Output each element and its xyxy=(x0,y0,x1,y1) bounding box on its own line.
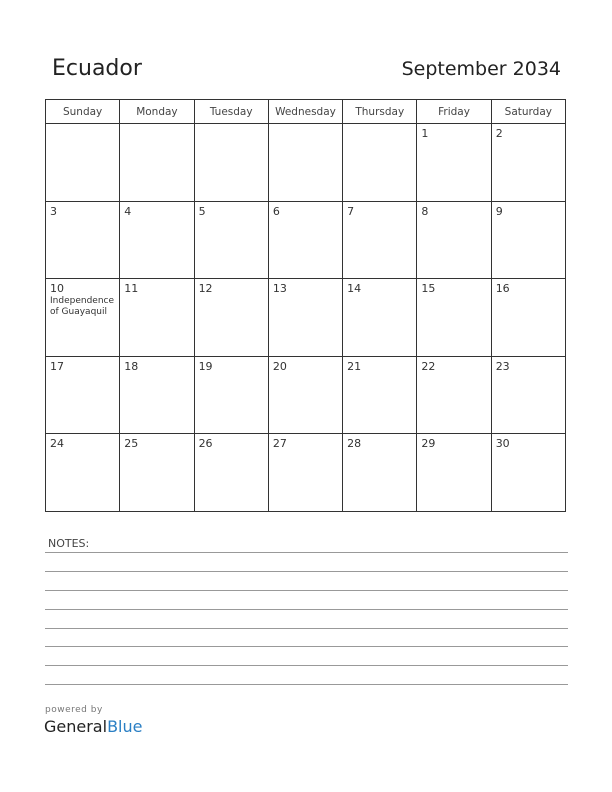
day-cell xyxy=(417,434,491,512)
day-cell xyxy=(491,124,565,202)
day-number: 24 xyxy=(50,437,64,451)
day-cell xyxy=(194,279,268,357)
week-row xyxy=(46,124,566,202)
day-cell xyxy=(194,201,268,279)
day-cell xyxy=(491,434,565,512)
day-number: 26 xyxy=(198,437,213,451)
weekday-header: Thursday xyxy=(343,100,417,124)
day-number: 25 xyxy=(124,437,139,451)
note-line xyxy=(45,609,568,610)
day-cell xyxy=(268,201,342,279)
day-cell xyxy=(194,124,268,202)
weekday-header: Wednesday xyxy=(268,100,342,124)
day-cell xyxy=(491,201,565,279)
day-cell xyxy=(343,279,417,357)
day-number: 16 xyxy=(495,282,510,296)
note-line xyxy=(45,571,568,572)
day-cell xyxy=(46,201,120,279)
weekday-header: Tuesday xyxy=(194,100,268,124)
day-number: 11 xyxy=(124,282,139,296)
day-number: 29 xyxy=(421,437,436,451)
note-line xyxy=(45,552,568,553)
country-title: Ecuador xyxy=(52,56,142,81)
note-line xyxy=(45,665,568,666)
week-row xyxy=(46,279,566,357)
day-number: 18 xyxy=(124,359,139,373)
day-cell xyxy=(120,201,194,279)
day-cell xyxy=(417,356,491,434)
day-cell xyxy=(343,201,417,279)
day-number: 1 xyxy=(421,127,429,140)
calendar-grid xyxy=(45,99,566,512)
day-number: 13 xyxy=(272,282,287,296)
day-number: 4 xyxy=(124,204,132,218)
day-cell xyxy=(120,356,194,434)
note-line xyxy=(45,646,568,647)
weekday-header-row xyxy=(46,100,566,124)
day-cell xyxy=(417,124,491,202)
day-number: 9 xyxy=(495,204,503,218)
day-number: 23 xyxy=(495,359,510,373)
day-cell xyxy=(120,434,194,512)
holiday-label: Independence of Guayaquil xyxy=(50,296,115,318)
day-number: 28 xyxy=(347,437,362,451)
day-cell xyxy=(491,356,565,434)
day-number: 14 xyxy=(347,282,362,296)
notes-label: NOTES: xyxy=(48,537,90,550)
brand-logo xyxy=(44,717,142,736)
day-number: 8 xyxy=(421,204,429,218)
day-number: 19 xyxy=(198,359,213,373)
day-cell xyxy=(194,434,268,512)
day-number: 7 xyxy=(347,204,355,218)
day-number: 2 xyxy=(495,127,503,140)
day-cell xyxy=(491,279,565,357)
day-number: 10 xyxy=(50,282,64,296)
day-cell xyxy=(343,124,417,202)
day-number: 15 xyxy=(421,282,436,296)
day-number: 30 xyxy=(495,437,510,451)
day-number: 5 xyxy=(198,204,206,218)
note-line xyxy=(45,684,568,685)
month-title: September 2034 xyxy=(401,58,561,80)
week-row xyxy=(46,434,566,512)
day-number: 21 xyxy=(347,359,362,373)
day-cell xyxy=(268,124,342,202)
brand-part1: General xyxy=(44,717,108,736)
day-cell xyxy=(46,124,120,202)
day-cell xyxy=(268,356,342,434)
day-cell xyxy=(120,279,194,357)
day-cell xyxy=(194,356,268,434)
weekday-header: Friday xyxy=(417,100,491,124)
weekday-header: Monday xyxy=(120,100,194,124)
powered-by-text: powered by xyxy=(45,705,103,715)
day-number: 22 xyxy=(421,359,436,373)
weekday-header: Sunday xyxy=(46,100,120,124)
day-cell xyxy=(120,124,194,202)
brand-part2: Blue xyxy=(107,717,143,736)
day-number: 3 xyxy=(50,204,57,218)
day-cell xyxy=(268,279,342,357)
week-row xyxy=(46,356,566,434)
day-cell xyxy=(268,434,342,512)
day-cell xyxy=(46,279,120,357)
day-number: 17 xyxy=(50,359,64,373)
note-line xyxy=(45,590,568,591)
day-number: 12 xyxy=(198,282,213,296)
day-number: 6 xyxy=(272,204,280,218)
week-row xyxy=(46,201,566,279)
day-cell xyxy=(417,279,491,357)
day-cell xyxy=(46,434,120,512)
day-number: 20 xyxy=(272,359,287,373)
day-number: 27 xyxy=(272,437,287,451)
day-cell xyxy=(417,201,491,279)
weekday-header: Saturday xyxy=(491,100,565,124)
day-cell xyxy=(46,356,120,434)
day-cell xyxy=(343,356,417,434)
note-line xyxy=(45,628,568,629)
day-cell xyxy=(343,434,417,512)
